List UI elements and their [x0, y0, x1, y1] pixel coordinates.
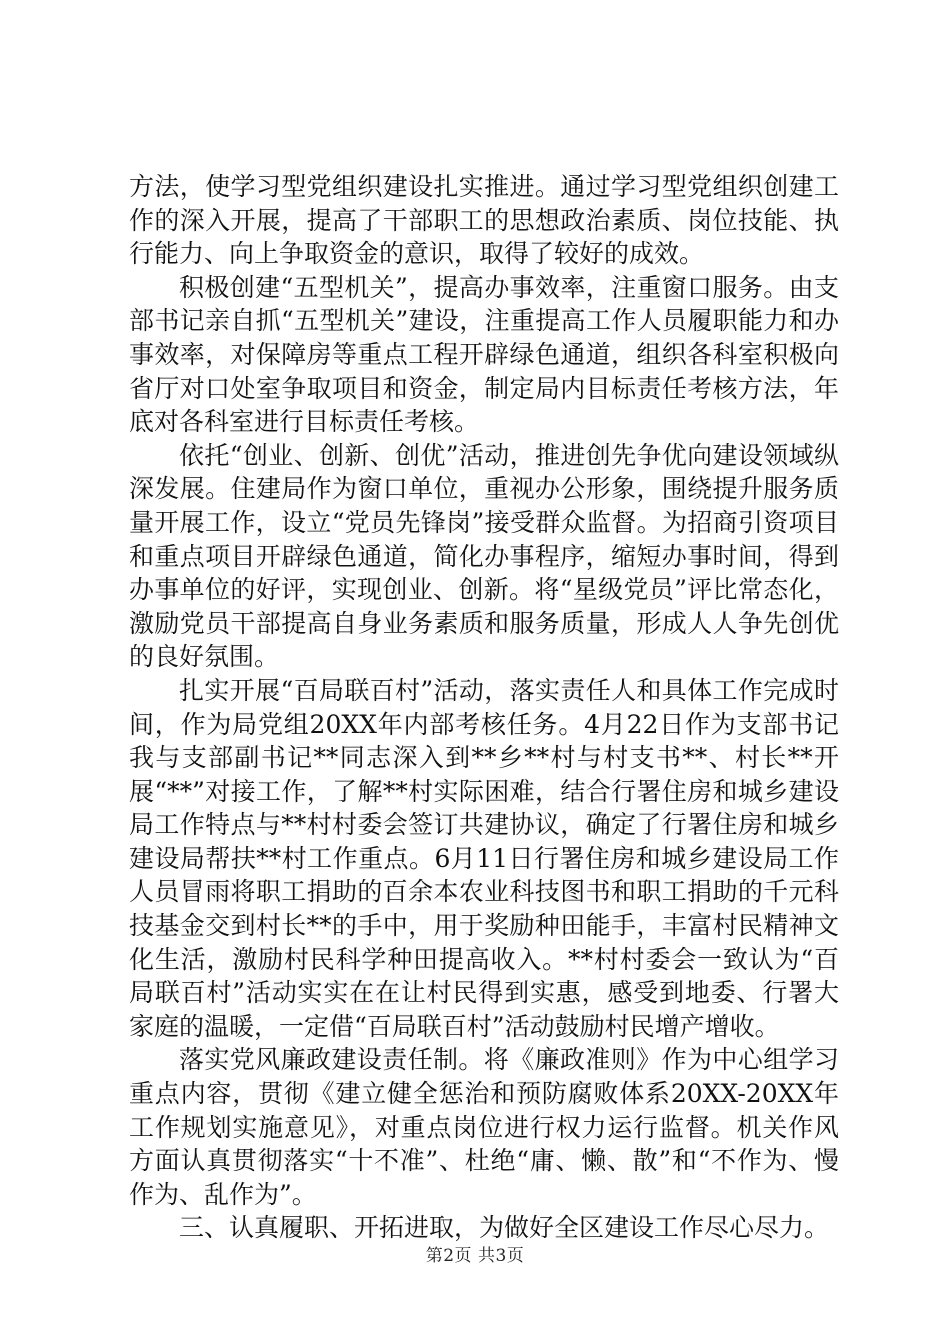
- paragraph-five-type-organ: 积极创建“五型机关”，提高办事效率，注重窗口服务。由支部书记亲自抓“五型机关”建设，注重提高工作人员履职能力和办事效率，对保障房等重点工程开辟绿色通道，组织各科室积极向省厅对口处室争取项目和资金，制定局内目标责任考核方法，年底对各科室进行目标责任考核。: [129, 272, 839, 437]
- paragraph-clean-governance: 落实党风廉政建设责任制。将《廉政准则》作为中心组学习重点内容，贯彻《建立健全惩治和预防腐败体系20XX-20XX年工作规划实施意见》，对重点岗位进行权力运行监督。机关作风方面认真贯彻落实“十不准”、杜绝“庸、懒、散”和“不作为、慢作为、乱作为”。: [129, 1045, 839, 1209]
- document-body: [129, 170, 839, 1245]
- section-heading-three: 三、认真履职、开拓进取，为做好全区建设工作尽心尽力。: [179, 1213, 830, 1243]
- paragraph-three-innovations: 依托“创业、创新、创优”活动，推进创先争优向建设领域纵深发展。住建局作为窗口单位，重视办公形象，围绕提升服务质量开展工作，设立“党员先锋岗”接受群众监督。为招商引资项目和重点项目开辟绿色通道，简化办事程序，缩短办事时间，得到办事单位的好评，实现创业、创新。将“星级党员”评比常态化，激励党员干部提高自身业务素质和服务质量，形成人人争先创优的良好氛围。: [129, 440, 839, 672]
- paragraph-continuation: 方法，使学习型党组织建设扎实推进。通过学习型党组织创建工作的深入开展，提高了干部职工的思想政治素质、岗位技能、执行能力、向上争取资金的意识，取得了较好的成效。: [129, 172, 839, 269]
- paragraph-hundred-bureaus: 扎实开展“百局联百村”活动，落实责任人和具体工作完成时间，作为局党组20XX年内部考核任务。4月22日作为支部书记我与支部副书记**同志深入到**乡**村与村支书**、村长**开展“**”对接工作，了解**村实际困难，结合行署住房和城乡建设局工作特点与**村村委会签订共建协议，确定了行署住房和城乡建设局帮扶**村工作重点。6月11日行署住房和城乡建设局工作人员冒雨将职工捐助的百余本农业科技图书和职工捐助的千元科技基金交到村长**的手中，用于奖励种田能手，丰富村民精神文化生活，激励村民科学种田提高收入。**村村委会一致认为“百局联百村”活动实实在在让村民得到实惠，感受到地委、行署大家庭的温暖，一定借“百局联百村”活动鼓励村民增产增收。: [129, 675, 839, 1041]
- page-number-footer: 第2页 共3页: [425, 1246, 525, 1266]
